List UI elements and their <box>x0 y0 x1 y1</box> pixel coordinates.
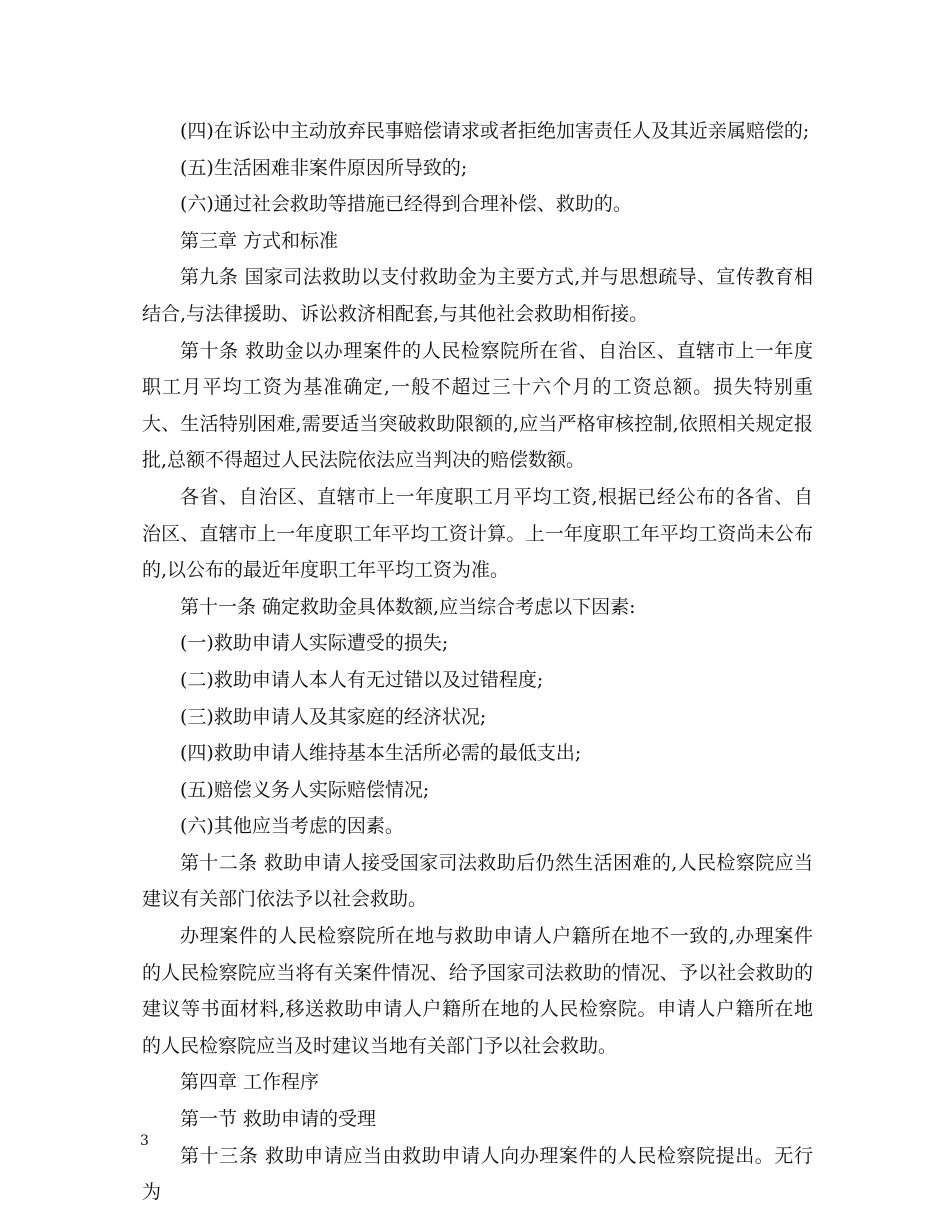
factor-item-6: (六)其他应当考虑的因素。 <box>180 815 404 838</box>
page-number: 3 <box>140 1133 149 1149</box>
article-11: 第十一条 确定救助金具体数额,应当综合考虑以下因素: <box>180 595 636 618</box>
article-10: 第十条 救助金以办理案件的人民检察院所在省、自治区、直辖市上一年度职工月平均工资为基准确定,一般不超过三十六个月的工资总额。损失特别重大、生活特别困难,需要适当突破救助限额的,应当严格审核控制,依照相关规定报批,总额不得超过人民法院依法应当判决的赔偿数额。 <box>142 339 813 472</box>
article-13: 第十三条 救助申请应当由救助申请人向办理案件的人民检察院提出。无行为 <box>142 1144 813 1204</box>
document-body <box>142 113 813 1211</box>
factor-item-3: (三)救助申请人及其家庭的经济状况; <box>180 705 487 728</box>
article-9: 第九条 国家司法救助以支付救助金为主要方式,并与思想疏导、宣传教育相结合,与法律援助、诉讼救济相配套,与其他社会救助相衔接。 <box>142 266 813 325</box>
factor-item-5: (五)赔偿义务人实际赔偿情况; <box>180 778 430 801</box>
transfer-paragraph: 办理案件的人民检察院所在地与救助申请人户籍所在地不一致的,办理案件的人民检察院应当将有关案件情况、给予国家司法救助的情况、予以社会救助的建议等书面材料,移送救助申请人户籍所在地的人民检察院。申请人户籍所在地的人民检察院应当及时建议当地有关部门予以社会救助。 <box>142 925 813 1057</box>
paragraph-item-6: (六)通过社会救助等措施已经得到合理补偿、救助的。 <box>180 193 632 216</box>
paragraph-item-4: (四)在诉讼中主动放弃民事赔偿请求或者拒绝加害责任人及其近亲属赔偿的; <box>180 120 810 142</box>
section-heading-1: 第一节 救助申请的受理 <box>180 1108 377 1131</box>
chapter-heading-3: 第三章 方式和标准 <box>180 229 339 252</box>
factor-item-2: (二)救助申请人本人有无过错以及过错程度; <box>180 668 544 691</box>
article-12: 第十二条 救助申请人接受国家司法救助后仍然生活困难的,人民检察院应当建议有关部门依法予以社会救助。 <box>142 851 813 911</box>
paragraph-item-5: (五)生活困难非案件原因所导致的; <box>180 156 468 179</box>
wage-basis-paragraph: 各省、自治区、直辖市上一年度职工月平均工资,根据已经公布的各省、自治区、直辖市上一年度职工年平均工资计算。上一年度职工年平均工资尚未公布的,以公布的最近年度职工年平均工资为准。 <box>142 485 813 582</box>
factor-item-1: (一)救助申请人实际遭受的损失; <box>180 632 449 655</box>
chapter-heading-4: 第四章 工作程序 <box>180 1071 320 1094</box>
factor-item-4: (四)救助申请人维持基本生活所必需的最低支出; <box>180 742 582 765</box>
